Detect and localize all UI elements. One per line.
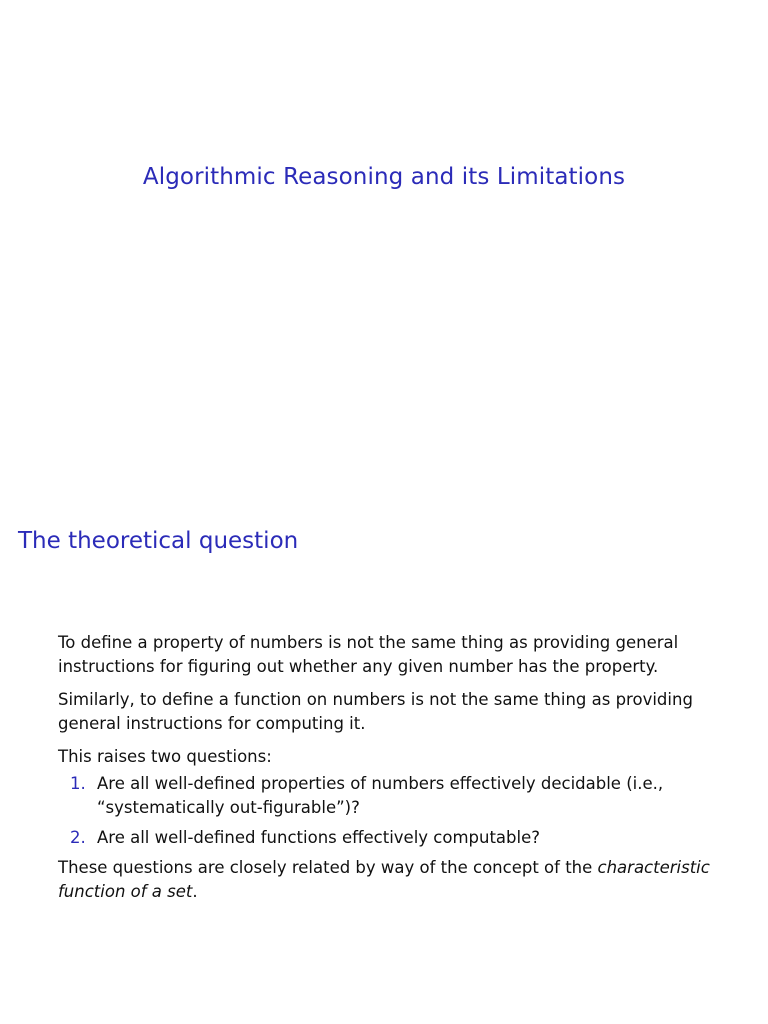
list-number: 2. xyxy=(70,828,86,847)
presentation-title: Algorithmic Reasoning and its Limitations xyxy=(142,164,626,190)
closing-prefix: These questions are closely related by way of the concept of the xyxy=(58,858,598,877)
slide-body xyxy=(58,631,728,913)
paragraph-two-questions: This raises two questions: xyxy=(58,747,272,766)
closing-emphasis: characteristic function of a set xyxy=(58,858,710,901)
questions-list xyxy=(58,772,728,850)
list-item-text: Are all well-defined functions effectively computable? xyxy=(97,828,541,847)
list-item xyxy=(58,772,728,820)
paragraph-closing xyxy=(58,856,728,904)
closing-suffix: . xyxy=(192,882,198,901)
list-item-text: Are all well-defined properties of numbers effectively decidable (i.e., “systematically out-figurable”)? xyxy=(97,774,664,817)
list-item xyxy=(58,826,728,850)
frame-title: The theoretical question xyxy=(18,528,299,554)
content-slide xyxy=(0,512,768,1024)
paragraph-define-function: Similarly, to define a function on numbers is not the same thing as providing general instructions for computing it. xyxy=(58,690,693,733)
list-number: 1. xyxy=(70,774,86,793)
paragraph-define-property: To define a property of numbers is not the same thing as providing general instructions for figuring out whether any given number has the property. xyxy=(58,633,679,676)
